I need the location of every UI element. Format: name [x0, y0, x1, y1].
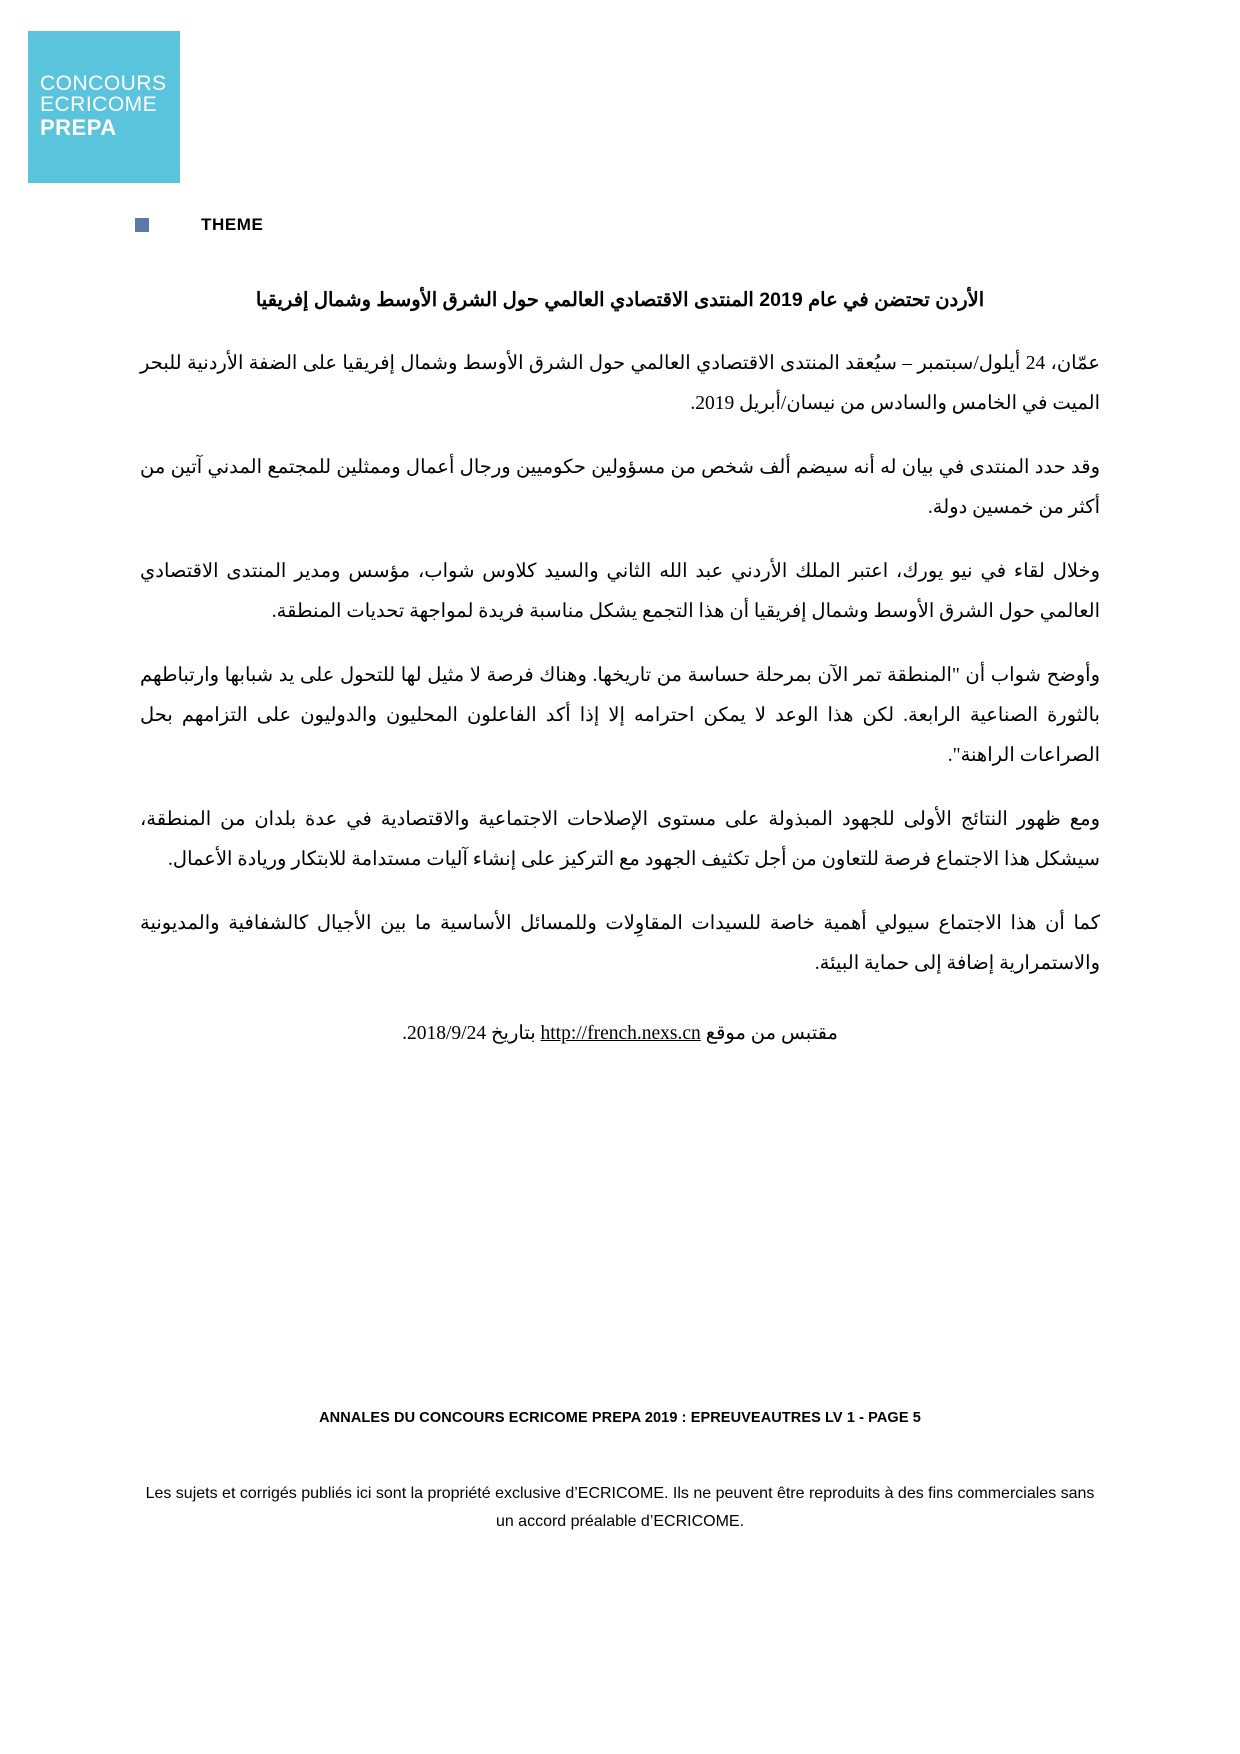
article-paragraph: وأوضح شواب أن "المنطقة تمر الآن بمرحلة حساسة من تاريخها. وهناك فرصة لا مثيل لها للتحول على يد شبابها وارتباطهم بالثورة الصناعية الرابعة. لكن هذا الوعد لا يمكن احترامه إلا إذا أكد الفاعلون المحليون والدوليون على التزامهم بحل الصراعات الراهنة". [140, 665, 1100, 766]
logo-line-ecricome: ECRICOME [40, 93, 158, 117]
logo-text [40, 73, 180, 139]
article-paragraph: وخلال لقاء في نيو يورك، اعتبر الملك الأردني عبد الله الثاني والسيد كلاوس شواب، مؤسس ومدير المنتدى الاقتصادي العالمي حول الشرق الأوسط وشمال إفريقيا أن هذا التجمع يشكل مناسبة فريدة لمواجهة تحديات المنطقة. [140, 561, 1100, 623]
footer-copyright-notice: Les sujets et corrigés publiés ici sont la propriété exclusive d’ECRICOME. Ils ne peuvent être reproduits à des fins commerciales sans un accord préalable d’ECRICOME. [145, 1485, 1095, 1530]
footer-reference: ANNALES DU CONCOURS ECRICOME PREPA 2019 : EPREUVEAUTRES LV 1 - PAGE 5 [319, 1410, 921, 1426]
theme-label: THEME [201, 215, 264, 234]
logo-line-prepa: PREPA [40, 114, 117, 140]
article-paragraph: وقد حدد المنتدى في بيان له أنه سيضم ألف شخص من مسؤولين حكوميين ورجال أعمال وممثلين للمجتمع المدني آتين من أكثر من خمسين دولة. [140, 457, 1100, 519]
source-suffix: بتاريخ 2018/9/24. [402, 1022, 541, 1044]
article-paragraph: عمّان، 24 أيلول/سبتمبر – سيُعقد المنتدى الاقتصادي العالمي حول الشرق الأوسط وشمال إفريقيا على الضفة الأردنية للبحر الميت في الخامس والسادس من نيسان/أبريل 2019. [140, 353, 1101, 415]
theme-heading [135, 215, 264, 235]
article-title: الأردن تحتضن في عام 2019 المنتدى الاقتصادي العالمي حول الشرق الأوسط وشمال إفريقيا [255, 289, 985, 311]
source-prefix: مقتبس من موقع [700, 1022, 838, 1044]
logo-line-concours: CONCOURS [40, 72, 167, 95]
article-paragraph: ومع ظهور النتائج الأولى للجهود المبذولة على مستوى الإصلاحات الاجتماعية والاقتصادية في عدة بلدان من المنطقة، سيشكل هذا الاجتماع فرصة للتعاون من أجل تكثيف الجهود مع التركيز على إنشاء آليات مستدامة للابتكار وريادة الأعمال. [140, 808, 1100, 870]
article-paragraph: كما أن هذا الاجتماع سيولي أهمية خاصة للسيدات المقاوِلات وللمسائل الأساسية ما بين الأجيال كالشفافية والمديونية والاستمرارية إضافة إلى حماية البيئة. [140, 912, 1100, 974]
ecricome-logo [28, 31, 180, 183]
source-link[interactable]: http://french.nexs.cn [540, 1022, 701, 1044]
square-bullet-icon [135, 218, 149, 232]
article-content [140, 285, 1100, 1072]
source-attribution [140, 1014, 1100, 1053]
